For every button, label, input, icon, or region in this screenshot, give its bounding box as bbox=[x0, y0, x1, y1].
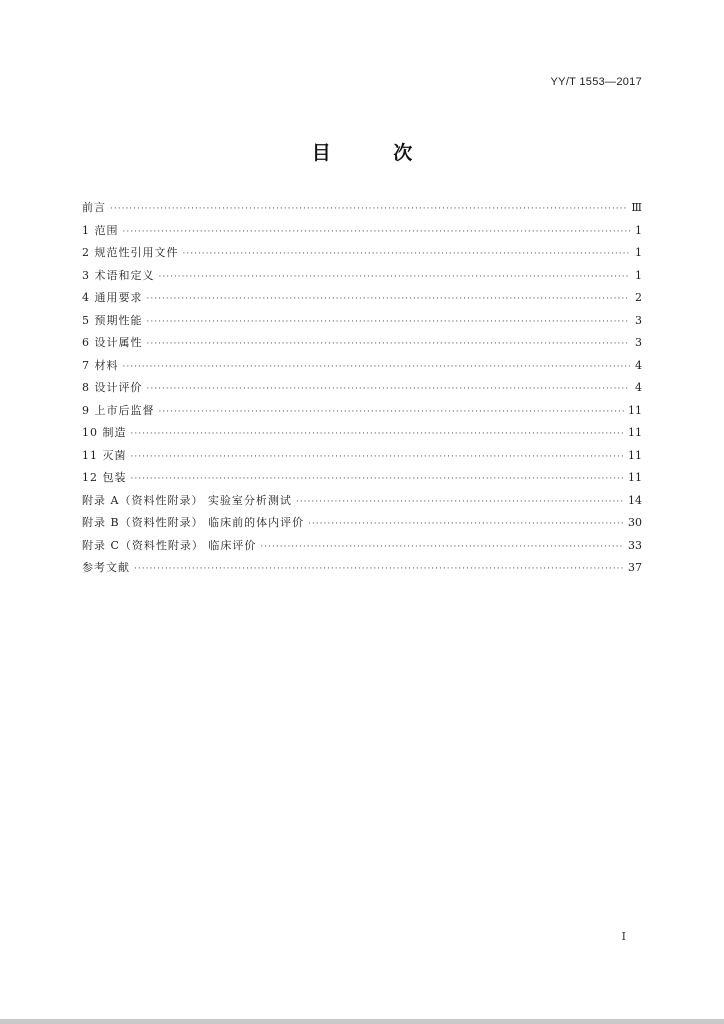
toc-entry-page: 11 bbox=[628, 448, 642, 462]
toc-entry[interactable] bbox=[82, 490, 642, 513]
toc-entry-label: 前言 bbox=[82, 201, 106, 214]
toc-entry[interactable] bbox=[82, 332, 642, 355]
toc-leader-dots bbox=[183, 243, 631, 266]
toc-entry-page: 3 bbox=[635, 336, 642, 349]
toc-entry[interactable] bbox=[82, 355, 642, 378]
toc-entry-label: 11 灭菌 bbox=[82, 448, 127, 462]
toc-leader-dots bbox=[131, 446, 625, 469]
toc-entry[interactable] bbox=[82, 535, 642, 558]
toc-entry-label: 3 术语和定义 bbox=[82, 268, 155, 282]
toc-entry[interactable] bbox=[82, 220, 642, 243]
toc-entry[interactable] bbox=[82, 377, 642, 400]
toc-leader-dots bbox=[308, 513, 624, 536]
toc-entry-label: 附录 A（资料性附录） 实验室分析测试 bbox=[82, 493, 292, 507]
toc-leader-dots bbox=[110, 198, 627, 221]
toc-leader-dots bbox=[131, 423, 625, 446]
toc-entry-label: 4 通用要求 bbox=[82, 291, 143, 304]
toc-leader-dots bbox=[147, 378, 631, 401]
toc-entry-label: 5 预期性能 bbox=[82, 313, 143, 327]
page-number: I bbox=[621, 930, 626, 943]
toc-entry-label: 9 上市后监督 bbox=[82, 403, 155, 417]
table-of-contents bbox=[82, 197, 642, 580]
toc-entry-page: 4 bbox=[635, 381, 642, 394]
toc-leader-dots bbox=[260, 536, 624, 559]
toc-entry-label: 7 材料 bbox=[82, 358, 119, 372]
toc-entry-label: 12 包装 bbox=[82, 471, 127, 484]
toc-entry-page: 1 bbox=[635, 223, 642, 237]
toc-leader-dots bbox=[147, 288, 631, 311]
toc-entry-label: 参考文献 bbox=[82, 561, 130, 574]
toc-entry-page: 4 bbox=[635, 358, 642, 372]
toc-entry-label: 8 设计评价 bbox=[82, 381, 143, 394]
toc-leader-dots bbox=[296, 491, 624, 514]
toc-entry-label: 10 制造 bbox=[82, 426, 127, 439]
toc-entry-page: 11 bbox=[628, 403, 642, 417]
toc-entry[interactable] bbox=[82, 512, 642, 535]
toc-entry-page: 30 bbox=[628, 516, 642, 529]
toc-entry[interactable] bbox=[82, 400, 642, 423]
toc-leader-dots bbox=[123, 221, 631, 244]
toc-leader-dots bbox=[147, 311, 631, 334]
page-title: 目 次 bbox=[311, 142, 441, 164]
toc-entry-page: 1 bbox=[635, 246, 642, 259]
standard-code: YY/T 1553—2017 bbox=[550, 76, 642, 88]
toc-entry-page: Ⅲ bbox=[631, 201, 642, 214]
toc-entry[interactable] bbox=[82, 197, 642, 220]
toc-entry-page: 11 bbox=[628, 471, 642, 484]
toc-entry-page: 14 bbox=[628, 493, 642, 507]
page-bottom-edge bbox=[0, 1019, 724, 1024]
toc-entry[interactable] bbox=[82, 557, 642, 580]
toc-leader-dots bbox=[159, 401, 625, 424]
toc-entry[interactable] bbox=[82, 445, 642, 468]
toc-entry[interactable] bbox=[82, 310, 642, 333]
toc-leader-dots bbox=[159, 266, 631, 289]
toc-leader-dots bbox=[131, 468, 625, 491]
toc-entry-page: 1 bbox=[635, 268, 642, 282]
toc-entry-label: 1 范围 bbox=[82, 223, 119, 237]
toc-entry[interactable] bbox=[82, 265, 642, 288]
toc-entry[interactable] bbox=[82, 287, 642, 310]
toc-entry-page: 11 bbox=[628, 426, 642, 439]
toc-entry-label: 附录 C（资料性附录） 临床评价 bbox=[82, 538, 257, 552]
toc-entry-label: 附录 B（资料性附录） 临床前的体内评价 bbox=[82, 516, 305, 529]
toc-entry-label: 6 设计属性 bbox=[82, 336, 143, 349]
toc-entry-page: 2 bbox=[635, 291, 642, 304]
toc-entry[interactable] bbox=[82, 467, 642, 490]
toc-leader-dots bbox=[123, 356, 631, 379]
toc-entry-page: 37 bbox=[628, 561, 642, 574]
toc-entry-label: 2 规范性引用文件 bbox=[82, 246, 179, 259]
toc-entry-page: 3 bbox=[635, 313, 642, 327]
toc-entry[interactable] bbox=[82, 422, 642, 445]
toc-entry[interactable] bbox=[82, 242, 642, 265]
toc-leader-dots bbox=[147, 333, 631, 356]
toc-leader-dots bbox=[134, 558, 624, 581]
toc-entry-page: 33 bbox=[628, 538, 642, 552]
